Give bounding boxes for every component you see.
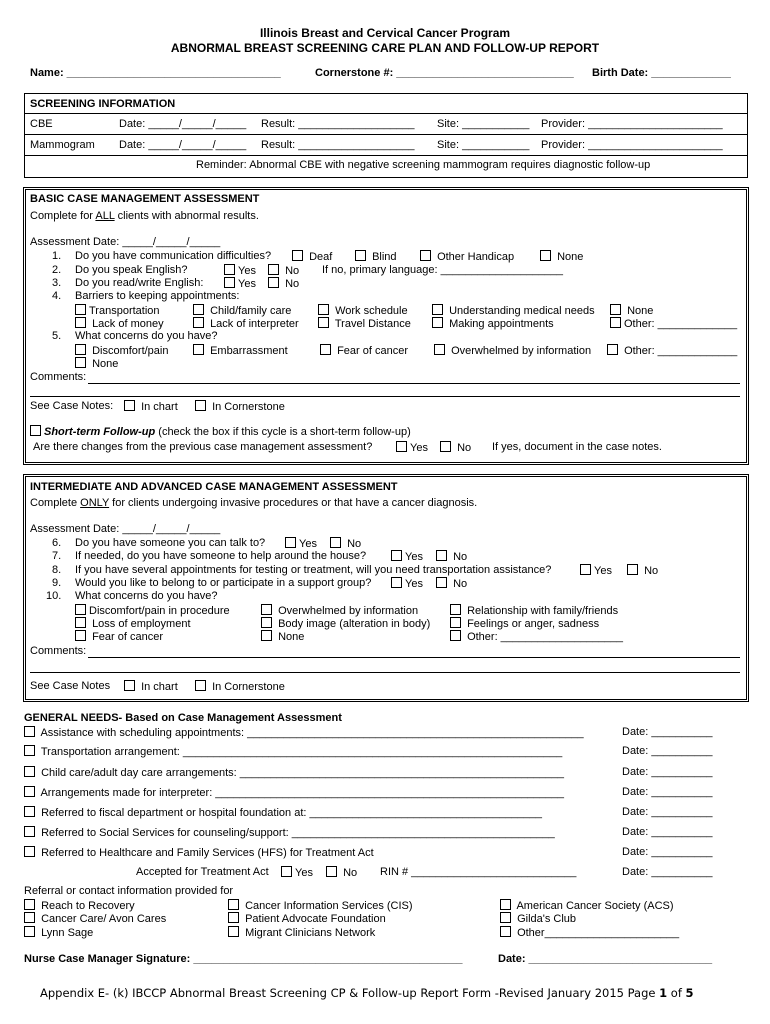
checkbox[interactable] xyxy=(195,680,206,691)
q1-text: Do you have communication difficulties? xyxy=(75,250,272,262)
label: Other______________________ xyxy=(517,927,680,939)
label: Assistance with scheduling appointments: _______________________________________________________ xyxy=(40,727,584,739)
checkbox[interactable] xyxy=(326,866,337,877)
footer-of: of xyxy=(667,986,686,1000)
program-title: Illinois Breast and Cervical Cancer Program xyxy=(259,26,511,40)
checkbox[interactable] xyxy=(24,899,35,910)
checkbox[interactable] xyxy=(228,926,239,937)
cbe-date-field[interactable]: Date: _____/_____/_____ xyxy=(119,118,247,130)
need-fiscal-date[interactable]: Date: __________ xyxy=(622,806,713,818)
label: Reach to Recovery xyxy=(41,900,135,912)
instr-pre: Complete xyxy=(30,497,81,509)
label: Fear of cancer xyxy=(92,631,163,643)
checkbox[interactable] xyxy=(75,344,86,355)
basic-instructions xyxy=(30,210,259,222)
label: Other Handicap xyxy=(437,251,515,263)
checkbox[interactable] xyxy=(607,344,618,355)
accepted-yes[interactable] xyxy=(281,866,313,879)
label: No xyxy=(453,578,468,590)
need-transportation-date[interactable]: Date: __________ xyxy=(622,745,713,757)
label: Yes xyxy=(238,265,256,277)
label: Discomfort/pain xyxy=(92,345,169,357)
mammogram-site-field[interactable]: Site: ___________ xyxy=(437,139,530,151)
checkbox[interactable] xyxy=(432,304,443,315)
basic-title: BASIC CASE MANAGEMENT ASSESSMENT xyxy=(30,193,260,205)
checkbox[interactable] xyxy=(396,441,407,452)
checkbox[interactable] xyxy=(24,766,35,777)
q2-yes[interactable] xyxy=(224,264,256,277)
checkbox[interactable] xyxy=(193,304,204,315)
label: Transportation arrangement: ______________________________________________________________ xyxy=(40,746,563,758)
barrier-transportation[interactable] xyxy=(75,304,160,317)
referral-other[interactable] xyxy=(500,926,679,939)
label: Cancer Care/ Avon Cares xyxy=(41,913,167,925)
form-title: ABNORMAL BREAST SCREENING CARE PLAN AND FOLLOW-UP REPORT xyxy=(170,41,600,55)
label: Relationship with family/friends xyxy=(467,605,619,617)
concern-overwhelmed-info[interactable] xyxy=(261,604,418,617)
checkbox[interactable] xyxy=(500,926,511,937)
label: Lack of money xyxy=(92,318,164,330)
q6-yes[interactable] xyxy=(285,537,317,550)
checkbox[interactable] xyxy=(500,899,511,910)
label: Referred to fiscal department or hospital foundation at: ______________________________________ xyxy=(41,807,542,819)
referral-reach-to-recovery[interactable] xyxy=(24,899,135,912)
need-interpreter[interactable] xyxy=(24,786,564,799)
label: No xyxy=(343,867,358,879)
q3-number: 3. xyxy=(52,277,62,289)
checkbox[interactable] xyxy=(281,866,292,877)
q3-no[interactable] xyxy=(268,277,299,290)
need-hfs[interactable] xyxy=(24,846,374,859)
label: Fear of cancer xyxy=(337,345,408,357)
label: Body image (alteration in body) xyxy=(278,618,431,630)
need-fiscal[interactable] xyxy=(24,806,542,819)
mammogram-provider-field[interactable]: Provider: ______________________ xyxy=(541,139,723,151)
checkbox[interactable] xyxy=(193,317,204,328)
q9-text: Would you like to belong to or participate in a support group? xyxy=(75,577,372,589)
referral-cancer-care[interactable] xyxy=(24,912,166,925)
checkbox[interactable] xyxy=(224,264,235,275)
checkbox[interactable] xyxy=(292,250,303,261)
inter-title: INTERMEDIATE AND ADVANCED CASE MANAGEMENT ASSESSMENT xyxy=(30,481,398,493)
concern-none-2[interactable] xyxy=(261,630,304,643)
inter-comments-label: Comments: xyxy=(30,645,87,657)
checkbox[interactable] xyxy=(610,304,621,315)
label: Overwhelmed by information xyxy=(278,605,419,617)
cornerstone-field[interactable]: Cornerstone #: _____________________________ xyxy=(315,67,574,79)
checkbox[interactable] xyxy=(24,806,35,817)
checkbox[interactable] xyxy=(627,564,638,575)
label: Yes xyxy=(299,538,317,550)
changes-no[interactable] xyxy=(440,441,471,454)
checkbox[interactable] xyxy=(30,425,41,436)
need-transportation[interactable] xyxy=(24,745,562,758)
referral-title: Referral or contact information provided for xyxy=(24,885,234,897)
q7-no[interactable] xyxy=(436,550,467,563)
checkbox[interactable] xyxy=(224,277,235,288)
screening-title: SCREENING INFORMATION xyxy=(30,98,176,110)
checkbox[interactable] xyxy=(434,344,445,355)
label: Other: _____________ xyxy=(624,318,738,330)
concern-discomfort[interactable] xyxy=(75,344,168,357)
changes-yes[interactable] xyxy=(396,441,428,454)
checkbox[interactable] xyxy=(440,441,451,452)
checkbox[interactable] xyxy=(330,537,341,548)
basic-comments-line-2[interactable] xyxy=(30,396,740,397)
referral-patient-advocate[interactable] xyxy=(228,912,386,925)
barrier-lack-money[interactable] xyxy=(75,317,164,330)
label: Other: _____________ xyxy=(624,345,738,357)
checkbox[interactable] xyxy=(436,550,447,561)
concern-none[interactable] xyxy=(75,357,118,370)
checkbox[interactable] xyxy=(420,250,431,261)
need-child-care[interactable] xyxy=(24,766,564,779)
label: Travel Distance xyxy=(334,318,411,330)
divider xyxy=(24,134,748,135)
checkbox[interactable] xyxy=(124,400,135,411)
label: Migrant Clinicians Network xyxy=(245,927,376,939)
concern-overwhelmed[interactable] xyxy=(434,344,591,357)
q1-number: 1. xyxy=(52,250,62,262)
accepted-date[interactable]: Date: __________ xyxy=(622,866,713,878)
label: Discomfort/pain in procedure xyxy=(89,605,230,617)
footer-text: Appendix E- (k) IBCCP Abnormal Breast Screening CP & Follow-up Report Form -Revised January 2015 Page xyxy=(40,986,660,1000)
changes-question: Are there changes from the previous case management assessment? xyxy=(33,441,373,453)
label: Yes xyxy=(295,867,313,879)
q8-text: If you have several appointments for testing or treatment, will you need transportation assistance? xyxy=(75,564,552,576)
need-scheduling[interactable] xyxy=(24,726,584,739)
checkbox[interactable] xyxy=(450,617,461,628)
instr-underline: ONLY xyxy=(80,497,110,509)
checkbox[interactable] xyxy=(391,577,402,588)
checkbox[interactable] xyxy=(75,630,86,641)
label: No xyxy=(457,442,472,454)
label: No xyxy=(285,278,300,290)
q1-deaf[interactable] xyxy=(292,250,332,263)
label: No xyxy=(644,565,659,577)
concern-fear-of-cancer[interactable] xyxy=(75,630,163,643)
label: Lack of interpreter xyxy=(210,318,299,330)
instr-post: for clients undergoing invasive procedures or that have a cancer diagnosis. xyxy=(109,497,478,509)
concern-other-2[interactable] xyxy=(450,630,623,643)
birth-date-field[interactable]: Birth Date: _____________ xyxy=(592,67,731,79)
label: Loss of employment xyxy=(92,618,191,630)
basic-in-cornerstone[interactable] xyxy=(195,400,285,413)
q4-text: Barriers to keeping appointments: xyxy=(75,290,240,302)
label: In Cornerstone xyxy=(212,681,285,693)
inter-in-cornerstone[interactable] xyxy=(195,680,285,693)
label: Child/family care xyxy=(210,305,292,317)
q5-text: What concerns do you have? xyxy=(75,330,218,342)
label: Embarrassment xyxy=(210,345,288,357)
label: Yes xyxy=(405,578,423,590)
checkbox[interactable] xyxy=(24,926,35,937)
label: None xyxy=(92,358,119,370)
nurse-signature-field[interactable]: Nurse Case Manager Signature: ____________________________________________ xyxy=(24,953,463,965)
label: In chart xyxy=(141,681,178,693)
checkbox[interactable] xyxy=(75,617,86,628)
short-term-label: Short-term Follow-up xyxy=(44,426,156,438)
basic-in-chart[interactable] xyxy=(124,400,178,413)
mammogram-result-field[interactable]: Result: ___________________ xyxy=(261,139,415,151)
referral-migrant-clinicians[interactable] xyxy=(228,926,375,939)
checkbox[interactable] xyxy=(24,846,35,857)
reminder-text: Reminder: Abnormal CBE with negative screening mammogram requires diagnostic follow-up xyxy=(196,159,651,171)
label: Deaf xyxy=(309,251,333,263)
instr-underline: ALL xyxy=(95,210,115,222)
checkbox[interactable] xyxy=(24,745,35,756)
checkbox[interactable] xyxy=(580,564,591,575)
concern-body-image[interactable] xyxy=(261,617,430,630)
label: None xyxy=(627,305,654,317)
concern-fear[interactable] xyxy=(320,344,408,357)
need-interpreter-date[interactable]: Date: __________ xyxy=(622,786,713,798)
inter-comments-line[interactable] xyxy=(88,657,740,658)
general-needs-title: GENERAL NEEDS- Based on Case Management Assessment xyxy=(24,712,342,724)
label: In chart xyxy=(141,401,178,413)
checkbox[interactable] xyxy=(355,250,366,261)
label: Work schedule xyxy=(335,305,408,317)
label: Yes xyxy=(410,442,428,454)
cbe-site-field[interactable]: Site: ___________ xyxy=(437,118,530,130)
changes-note: If yes, document in the case notes. xyxy=(492,441,662,453)
q8-number: 8. xyxy=(52,564,62,576)
q7-yes[interactable] xyxy=(391,550,423,563)
checkbox[interactable] xyxy=(124,680,135,691)
checkbox[interactable] xyxy=(24,786,35,797)
checkbox[interactable] xyxy=(500,912,511,923)
q6-no[interactable] xyxy=(330,537,361,550)
checkbox[interactable] xyxy=(318,304,329,315)
barrier-travel-distance[interactable] xyxy=(318,317,411,330)
checkbox[interactable] xyxy=(228,899,239,910)
name-field[interactable]: Name: ___________________________________ xyxy=(30,67,281,79)
label: Blind xyxy=(372,251,397,263)
barrier-other[interactable] xyxy=(610,317,737,330)
barrier-making-appointments[interactable] xyxy=(432,317,554,330)
label: Child care/adult day care arrangements: _____________________________________________________ xyxy=(41,767,565,779)
q8-yes[interactable] xyxy=(580,564,612,577)
accepted-treatment-act: Accepted for Treatment Act xyxy=(136,866,269,878)
label: Understanding medical needs xyxy=(449,305,595,317)
need-child-care-date[interactable]: Date: __________ xyxy=(622,766,713,778)
concern-relationship[interactable] xyxy=(450,604,618,617)
checkbox[interactable] xyxy=(436,577,447,588)
concern-other[interactable] xyxy=(607,344,737,357)
divider xyxy=(24,113,748,114)
label: Yes xyxy=(405,551,423,563)
referral-acs[interactable] xyxy=(500,899,674,912)
checkbox[interactable] xyxy=(391,550,402,561)
concern-feelings[interactable] xyxy=(450,617,599,630)
label: Patient Advocate Foundation xyxy=(245,913,386,925)
mammogram-label: Mammogram xyxy=(30,139,95,151)
basic-assessment-date[interactable]: Assessment Date: _____/_____/_____ xyxy=(30,236,221,248)
q7-number: 7. xyxy=(52,550,62,562)
q1-blind[interactable] xyxy=(355,250,397,263)
label: Cancer Information Services (CIS) xyxy=(245,900,413,912)
basic-see-notes: See Case Notes: xyxy=(30,400,114,412)
label: American Cancer Society (ACS) xyxy=(516,900,674,912)
label: No xyxy=(347,538,362,550)
q3-text: Do you read/write English: xyxy=(75,277,204,289)
checkbox[interactable] xyxy=(24,912,35,923)
q2-text: Do you speak English? xyxy=(75,264,188,276)
checkbox[interactable] xyxy=(450,604,461,615)
instr-post: clients with abnormal results. xyxy=(114,210,259,222)
q10-number: 10. xyxy=(46,590,62,602)
checkbox[interactable] xyxy=(228,912,239,923)
concern-discomfort-procedure[interactable] xyxy=(75,604,230,617)
label: Arrangements made for interpreter: _________________________________________________________ xyxy=(40,787,565,799)
checkbox[interactable] xyxy=(268,264,279,275)
checkbox[interactable] xyxy=(320,344,331,355)
need-scheduling-date[interactable]: Date: __________ xyxy=(622,726,713,738)
q9-no[interactable] xyxy=(436,577,467,590)
label: Lynn Sage xyxy=(41,927,94,939)
q9-yes[interactable] xyxy=(391,577,423,590)
label: In Cornerstone xyxy=(212,401,285,413)
checkbox[interactable] xyxy=(24,826,35,837)
checkbox[interactable] xyxy=(24,726,35,737)
barrier-child-care[interactable] xyxy=(193,304,291,317)
q4-number: 4. xyxy=(52,290,62,302)
cbe-result-field[interactable]: Result: ___________________ xyxy=(261,118,415,130)
basic-comments-label: Comments: xyxy=(30,371,87,383)
label: Referred to Social Services for counseling/support: ___________________________________________ xyxy=(41,827,555,839)
checkbox[interactable] xyxy=(268,277,279,288)
label: Other: ____________________ xyxy=(467,631,624,643)
short-term-followup[interactable] xyxy=(30,425,411,438)
label: Feelings or anger, sadness xyxy=(467,618,600,630)
instr-pre: Complete for xyxy=(30,210,96,222)
q1-other-handicap[interactable] xyxy=(420,250,514,263)
q7-text: If needed, do you have someone to help around the house? xyxy=(75,550,367,562)
label: None xyxy=(278,631,305,643)
q6-number: 6. xyxy=(52,537,62,549)
q10-text: What concerns do you have? xyxy=(75,590,218,602)
concern-loss-employment[interactable] xyxy=(75,617,191,630)
referral-cis[interactable] xyxy=(228,899,413,912)
cbe-label: CBE xyxy=(30,118,53,130)
label: Making appointments xyxy=(449,318,554,330)
need-social-services[interactable] xyxy=(24,826,555,839)
checkbox[interactable] xyxy=(450,630,461,641)
accepted-no[interactable] xyxy=(326,866,357,879)
label: Yes xyxy=(238,278,256,290)
label: Gilda's Club xyxy=(517,913,577,925)
barrier-work-schedule[interactable] xyxy=(318,304,408,317)
page-total: 5 xyxy=(685,986,694,1000)
q5-number: 5. xyxy=(52,330,62,342)
divider xyxy=(24,155,748,156)
referral-gildas-club[interactable] xyxy=(500,912,576,925)
mammogram-date-field[interactable]: Date: _____/_____/_____ xyxy=(119,139,247,151)
concern-embarrassment[interactable] xyxy=(193,344,288,357)
primary-language-field[interactable]: If no, primary language: ____________________ xyxy=(322,264,563,276)
checkbox[interactable] xyxy=(261,617,272,628)
short-term-note: (check the box if this cycle is a short-term follow-up) xyxy=(155,426,411,438)
checkbox[interactable] xyxy=(540,250,551,261)
checkbox[interactable] xyxy=(285,537,296,548)
page-footer xyxy=(40,986,694,1000)
q1-none[interactable] xyxy=(540,250,583,263)
label: Yes xyxy=(594,565,612,577)
barrier-understanding[interactable] xyxy=(432,304,595,317)
inter-in-chart[interactable] xyxy=(124,680,178,693)
q6-text: Do you have someone you can talk to? xyxy=(75,537,266,549)
label: No xyxy=(285,265,300,277)
q9-number: 9. xyxy=(52,577,62,589)
inter-see-notes: See Case Notes xyxy=(30,680,111,692)
referral-lynn-sage[interactable] xyxy=(24,926,93,939)
checkbox[interactable] xyxy=(432,317,443,328)
signature-date-field[interactable]: Date: ______________________________ xyxy=(498,953,713,965)
q2-no[interactable] xyxy=(268,264,299,277)
label: Overwhelmed by information xyxy=(451,345,592,357)
label: No xyxy=(453,551,468,563)
checkbox[interactable] xyxy=(193,344,204,355)
checkbox[interactable] xyxy=(261,630,272,641)
q8-no[interactable] xyxy=(627,564,658,577)
barrier-none[interactable] xyxy=(610,304,653,317)
inter-instructions xyxy=(30,497,477,509)
cbe-provider-field[interactable]: Provider: ______________________ xyxy=(541,118,723,130)
barrier-lack-interpreter[interactable] xyxy=(193,317,299,330)
checkbox[interactable] xyxy=(195,400,206,411)
q2-number: 2. xyxy=(52,264,62,276)
checkbox[interactable] xyxy=(75,357,86,368)
checkbox[interactable] xyxy=(261,604,272,615)
checkbox[interactable] xyxy=(75,317,86,328)
rin-field[interactable]: RIN # ___________________________ xyxy=(380,866,577,878)
checkbox[interactable] xyxy=(318,317,329,328)
checkbox[interactable] xyxy=(610,317,621,328)
label: None xyxy=(557,251,584,263)
need-hfs-date[interactable]: Date: __________ xyxy=(622,846,713,858)
inter-comments-line-2[interactable] xyxy=(30,672,740,673)
label: Transportation xyxy=(89,305,160,317)
label: Referred to Healthcare and Family Services (HFS) for Treatment Act xyxy=(41,847,374,859)
basic-comments-line[interactable] xyxy=(88,383,740,384)
need-social-services-date[interactable]: Date: __________ xyxy=(622,826,713,838)
inter-assessment-date[interactable]: Assessment Date: _____/_____/_____ xyxy=(30,523,221,535)
checkbox[interactable] xyxy=(75,604,86,615)
q3-yes[interactable] xyxy=(224,277,256,290)
page-number: 1 xyxy=(659,986,668,1000)
checkbox[interactable] xyxy=(75,304,86,315)
